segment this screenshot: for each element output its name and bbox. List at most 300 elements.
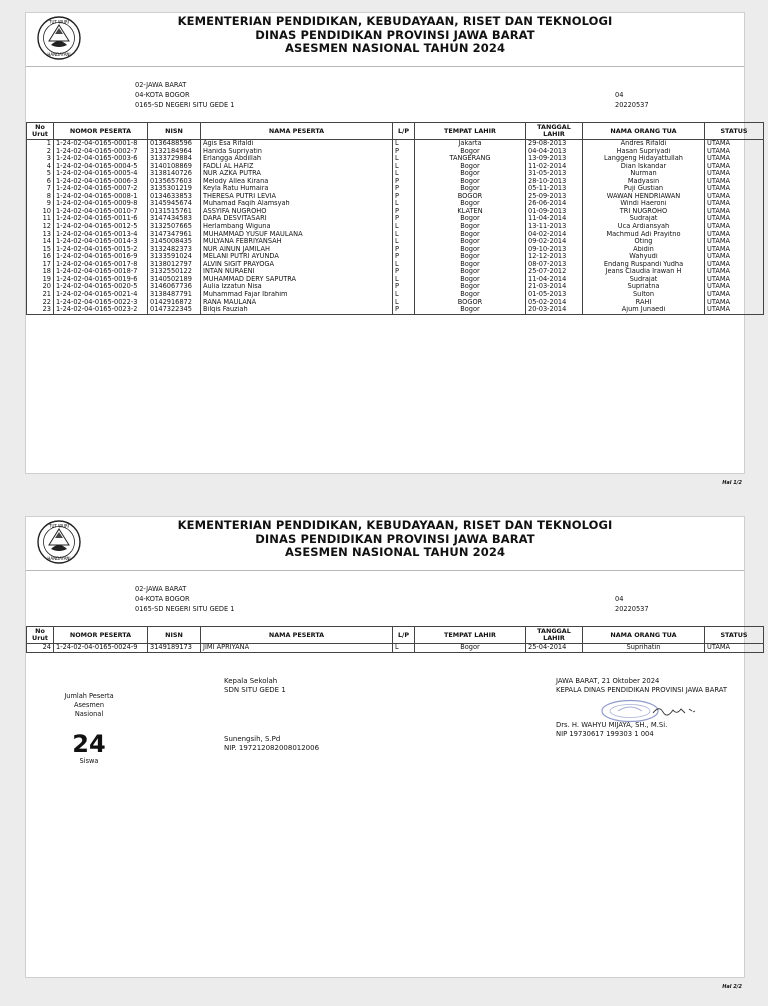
cell-tempat-lahir: KLATEN [415,208,526,216]
cell-nama-orang-tua: Hasan Supriyadi [583,148,705,156]
cell-nama-peserta: MUHAMMAD YUSUF MAULANA [201,231,393,239]
cell-nomor-peserta: 1-24-02-04-0165-0003-6 [54,155,148,163]
cell-tempat-lahir: Jakarta [415,140,526,148]
summary-unit: Siswa [79,757,99,765]
cell-status: UTAMA [705,223,764,231]
cell-nisn: 3149189173 [148,644,201,653]
cell-nama-orang-tua: Sudrajat [583,276,705,284]
cell-nomor-peserta: 1-24-02-04-0165-0005-4 [54,170,148,178]
table-row [27,231,764,239]
cell-no-urut: 10 [27,208,54,216]
cell-nama-peserta: DARA DESVITASARI [201,215,393,223]
table-row [27,246,764,254]
participant-count: 24 [72,730,106,758]
document-header [26,519,744,560]
cell-no-urut: 7 [27,185,54,193]
cell-nisn: 3132507665 [148,223,201,231]
cell-status: UTAMA [705,140,764,148]
col-nomor-peserta: NOMOR PESERTA [54,627,148,644]
cell-lp: L [393,163,415,171]
principal-name: Sunengsih, S.Pd [224,735,281,743]
cell-lp: P [393,193,415,201]
cell-tanggal-lahir: 05-02-2014 [526,298,583,306]
city-code: 04 [615,595,624,603]
province: 02-JAWA BARAT [135,585,187,593]
cell-nomor-peserta: 1-24-02-04-0165-0012-5 [54,223,148,231]
cell-lp: P [393,185,415,193]
cell-tanggal-lahir: 25-07-2012 [526,268,583,276]
cell-nisn: 3140502189 [148,276,201,284]
cell-lp: P [393,253,415,261]
cell-status: UTAMA [705,238,764,246]
table-body [27,644,764,653]
cell-tempat-lahir: Bogor [415,163,526,171]
cell-nama-peserta: RANA MAULANA [201,298,393,306]
city: 04-KOTA BOGOR [135,91,190,99]
cell-tanggal-lahir: 13-09-2013 [526,155,583,163]
cell-status: UTAMA [705,306,764,314]
col-nama-peserta: NAMA PESERTA [201,627,393,644]
cell-tempat-lahir: Bogor [415,231,526,239]
cell-status: UTAMA [705,163,764,171]
cell-lp: P [393,283,415,291]
col-nama-orang-tua: NAMA ORANG TUA [583,627,705,644]
place-date: JAWA BARAT, 21 Oktober 2024 [556,677,660,685]
cell-lp: L [393,276,415,284]
cell-tanggal-lahir: 20-03-2014 [526,306,583,314]
cell-tanggal-lahir: 25-09-2013 [526,193,583,201]
school-info [135,80,234,110]
school-info [135,584,234,614]
cell-no-urut: 5 [27,170,54,178]
cell-tempat-lahir: BOGOR [415,298,526,306]
cell-nama-orang-tua: Sulton [583,291,705,299]
cell-nisn: 0135657603 [148,178,201,186]
cell-nisn: 0136488596 [148,140,201,148]
table-row [27,276,764,284]
cell-tanggal-lahir: 31-05-2013 [526,170,583,178]
cell-nama-orang-tua: Endang Ruspandi Yudha [583,261,705,269]
cell-nisn: 3147347961 [148,231,201,239]
col-tempat-lahir: TEMPAT LAHIR [415,123,526,140]
cell-tempat-lahir: Bogor [415,200,526,208]
city: 04-KOTA BOGOR [135,595,190,603]
cell-tanggal-lahir: 11-04-2014 [526,215,583,223]
cell-status: UTAMA [705,261,764,269]
cell-nama-orang-tua: Suprihatin [583,644,705,653]
cell-nama-peserta: NUR AINUN JAMILAH [201,246,393,254]
cell-status: UTAMA [705,185,764,193]
cell-nisn: 3138140726 [148,170,201,178]
cell-tempat-lahir: Bogor [415,291,526,299]
cell-tempat-lahir: Bogor [415,178,526,186]
table-row [27,298,764,306]
cell-status: UTAMA [705,276,764,284]
cell-nama-orang-tua: Madyasin [583,178,705,186]
cell-nomor-peserta: 1-24-02-04-0165-0019-6 [54,276,148,284]
cell-lp: L [393,223,415,231]
cell-nama-orang-tua: RAHI [583,298,705,306]
principal-signature-block [224,677,320,752]
cell-no-urut: 9 [27,200,54,208]
school-name: 0165-SD NEGERI SITU GEDE 1 [135,101,235,109]
cell-nisn: 3147434583 [148,215,201,223]
cell-nisn: 3145008435 [148,238,201,246]
table-row [27,261,764,269]
cell-status: UTAMA [705,200,764,208]
cell-nama-peserta: Herlambang Wiguna [201,223,393,231]
cell-nama-orang-tua: Andres Rifaldi [583,140,705,148]
cell-nisn: 0142916872 [148,298,201,306]
cell-tempat-lahir: Bogor [415,223,526,231]
cell-nama-peserta: JIMI APRIYANA [201,644,393,653]
cell-nomor-peserta: 1-24-02-04-0165-0009-8 [54,200,148,208]
col-tanggal-lahir: TANGGAL LAHIR [526,123,583,140]
cell-status: UTAMA [705,231,764,239]
cell-lp: P [393,148,415,156]
cell-no-urut: 16 [27,253,54,261]
school-codes [615,90,649,110]
cell-nomor-peserta: 1-24-02-04-0165-0021-4 [54,291,148,299]
cell-nama-peserta: MULYANA FEBRIYANSAH [201,238,393,246]
cell-nama-orang-tua: Abidin [583,246,705,254]
table-row [27,185,764,193]
cell-nisn: 3138487791 [148,291,201,299]
cell-nama-peserta: MUHAMMAD DERY SAPUTRA [201,276,393,284]
table-row [27,193,764,201]
cell-nama-peserta: ALVIN SIGIT PRAYOGA [201,261,393,269]
cell-tempat-lahir: Bogor [415,276,526,284]
cell-tempat-lahir: Bogor [415,306,526,314]
cell-status: UTAMA [705,148,764,156]
cell-tanggal-lahir: 04-04-2013 [526,148,583,156]
agency-title: DINAS PENDIDIKAN PROVINSI JAWA BARAT [255,27,535,42]
cell-tanggal-lahir: 08-07-2013 [526,261,583,269]
cell-nama-peserta: MELANI PUTRI AYUNDA [201,253,393,261]
official-signature-block [556,677,746,738]
svg-text:TUT WURI: TUT WURI [49,523,69,529]
cell-nama-orang-tua: Sudrajat [583,215,705,223]
participant-table [26,122,764,315]
col-tempat-lahir: TEMPAT LAHIR [415,627,526,644]
cell-nisn: 3138012797 [148,261,201,269]
official-nip: NIP 19730617 199303 1 004 [556,730,654,738]
cell-lp: L [393,200,415,208]
cell-tempat-lahir: BOGOR [415,193,526,201]
cell-no-urut: 18 [27,268,54,276]
document-header [26,15,744,56]
table-row [27,238,764,246]
cell-status: UTAMA [705,644,764,653]
col-nisn: NISN [148,123,201,140]
table-row [27,148,764,156]
cell-nomor-peserta: 1-24-02-04-0165-0024-9 [54,644,148,653]
cell-nama-orang-tua: Dian Iskandar [583,163,705,171]
col-nama-peserta: NAMA PESERTA [201,123,393,140]
table-row [27,163,764,171]
province: 02-JAWA BARAT [135,81,187,89]
page-2 [25,516,748,990]
agency-title: DINAS PENDIDIKAN PROVINSI JAWA BARAT [255,531,535,546]
cell-tanggal-lahir: 21-03-2014 [526,283,583,291]
table-row [27,178,764,186]
npsn: 20220537 [615,101,649,109]
header-divider [26,66,744,67]
col-nomor-peserta: NOMOR PESERTA [54,123,148,140]
cell-nama-orang-tua: Wahyudi [583,253,705,261]
cell-no-urut: 19 [27,276,54,284]
cell-nama-peserta: Keyla Ratu Humaira [201,185,393,193]
cell-nama-peserta: Agis Esa Rifaldi [201,140,393,148]
cell-status: UTAMA [705,155,764,163]
cell-tempat-lahir: Bogor [415,215,526,223]
cell-nama-orang-tua: Puji Gustian [583,185,705,193]
cell-nisn: 3145945674 [148,200,201,208]
cell-nama-orang-tua: Oting [583,238,705,246]
cell-no-urut: 6 [27,178,54,186]
cell-status: UTAMA [705,170,764,178]
cell-nisn: 3132550122 [148,268,201,276]
cell-no-urut: 3 [27,155,54,163]
cell-no-urut: 24 [27,644,54,653]
cell-status: UTAMA [705,298,764,306]
cell-nama-peserta: Muhammad Fajar Ibrahim [201,291,393,299]
table-row [27,208,764,216]
cell-tanggal-lahir: 25-04-2014 [526,644,583,653]
table-header [27,627,764,644]
table-header [27,123,764,140]
cell-tempat-lahir: Bogor [415,148,526,156]
exam-title: ASESMEN NASIONAL TAHUN 2024 [284,41,506,55]
cell-no-urut: 21 [27,291,54,299]
cell-nama-peserta: NUR AZKA PUTRA [201,170,393,178]
cell-status: UTAMA [705,178,764,186]
col-no-urut: No Urut [27,627,54,644]
col-lp: L/P [393,123,415,140]
cell-tanggal-lahir: 13-11-2013 [526,223,583,231]
cell-no-urut: 13 [27,231,54,239]
table-row [27,200,764,208]
cell-nama-peserta: INTAN NURAENI [201,268,393,276]
npsn: 20220537 [615,605,649,613]
cell-lp: L [393,261,415,269]
cell-tanggal-lahir: 09-02-2014 [526,238,583,246]
cell-nomor-peserta: 1-24-02-04-0165-0015-2 [54,246,148,254]
cell-nama-orang-tua: WAWAN HENDRIAWAN [583,193,705,201]
table-row [27,291,764,299]
col-no-urut: No Urut [27,123,54,140]
cell-nama-peserta: Melody Allea Kirana [201,178,393,186]
cell-nomor-peserta: 1-24-02-04-0165-0014-3 [54,238,148,246]
cell-status: UTAMA [705,291,764,299]
table-row [27,155,764,163]
cell-tanggal-lahir: 12-12-2013 [526,253,583,261]
table-row [27,223,764,231]
participant-table [26,626,764,653]
cell-no-urut: 12 [27,223,54,231]
cell-tanggal-lahir: 11-02-2014 [526,163,583,171]
cell-tempat-lahir: Bogor [415,185,526,193]
cell-nomor-peserta: 1-24-02-04-0165-0011-6 [54,215,148,223]
cell-lp: P [393,215,415,223]
cell-tanggal-lahir: 09-10-2013 [526,246,583,254]
cell-no-urut: 8 [27,193,54,201]
table-body [27,140,764,315]
cell-lp: P [393,178,415,186]
cell-nama-orang-tua: Jeans Claudia Irawan H [583,268,705,276]
cell-nisn: 3133591024 [148,253,201,261]
cell-nama-peserta: ASSYIFA NUGROHO [201,208,393,216]
table-row [27,170,764,178]
cell-nama-orang-tua: Nurman [583,170,705,178]
table-row [27,268,764,276]
cell-nisn: 0134633853 [148,193,201,201]
cell-nama-peserta: Bilqis Fauziah [201,306,393,314]
table-row [27,140,764,148]
cell-lp: L [393,140,415,148]
cell-no-urut: 15 [27,246,54,254]
cell-lp: P [393,208,415,216]
cell-tempat-lahir: Bogor [415,644,526,653]
cell-tanggal-lahir: 04-02-2014 [526,231,583,239]
cell-nisn: 3135301219 [148,185,201,193]
cell-status: UTAMA [705,208,764,216]
cell-nomor-peserta: 1-24-02-04-0165-0007-2 [54,185,148,193]
summary-label-2: Asesmen Nasional [73,701,105,718]
cell-tanggal-lahir: 29-08-2013 [526,140,583,148]
cell-lp: L [393,155,415,163]
cell-nomor-peserta: 1-24-02-04-0165-0018-7 [54,268,148,276]
cell-nomor-peserta: 1-24-02-04-0165-0023-2 [54,306,148,314]
cell-nomor-peserta: 1-24-02-04-0165-0006-3 [54,178,148,186]
cell-tanggal-lahir: 28-10-2013 [526,178,583,186]
cell-status: UTAMA [705,283,764,291]
cell-nama-peserta: THERESA PUTRI LEVIA [201,193,393,201]
cell-nama-orang-tua: Supriatna [583,283,705,291]
cell-tanggal-lahir: 01-09-2013 [526,208,583,216]
ministry-title: KEMENTERIAN PENDIDIKAN, KEBUDAYAAN, RISET DAN TEKNOLOGI [177,518,613,532]
cell-nisn: 3146067736 [148,283,201,291]
cell-nama-orang-tua: Ajum Junaedi [583,306,705,314]
cell-tempat-lahir: Bogor [415,261,526,269]
cell-status: UTAMA [705,268,764,276]
table-row [27,215,764,223]
cell-tanggal-lahir: 05-11-2013 [526,185,583,193]
cell-nama-peserta: Erlangga Abdillah [201,155,393,163]
cell-nisn: 3132184964 [148,148,201,156]
official-title: KEPALA DINAS PENDIDIKAN PROVINSI JAWA BARAT [556,686,728,694]
cell-no-urut: 22 [27,298,54,306]
cell-no-urut: 4 [27,163,54,171]
cell-nisn: 3140108869 [148,163,201,171]
svg-text:TUT WURI: TUT WURI [49,19,69,25]
cell-nisn: 0147322345 [148,306,201,314]
cell-nama-peserta: FADLI AL HAFIZ [201,163,393,171]
cell-status: UTAMA [705,215,764,223]
table-row [27,644,764,653]
cell-tempat-lahir: Bogor [415,283,526,291]
col-nama-orang-tua: NAMA ORANG TUA [583,123,705,140]
cell-lp: L [393,644,415,653]
cell-no-urut: 20 [27,283,54,291]
official-name: Drs. H. WAHYU MIJAYA, SH., M.Si. [556,721,668,729]
header-divider [26,570,744,571]
cell-no-urut: 11 [27,215,54,223]
cell-lp: P [393,268,415,276]
cell-tempat-lahir: Bogor [415,246,526,254]
cell-lp: P [393,306,415,314]
cell-nomor-peserta: 1-24-02-04-0165-0017-8 [54,261,148,269]
cell-tanggal-lahir: 11-04-2014 [526,276,583,284]
principal-school: SDN SITU GEDE 1 [224,686,286,694]
table-row [27,306,764,314]
cell-status: UTAMA [705,246,764,254]
cell-no-urut: 2 [27,148,54,156]
cell-nama-orang-tua: Uca Ardiansyah [583,223,705,231]
signature-icon [651,703,696,717]
exam-title: ASESMEN NASIONAL TAHUN 2024 [284,545,506,559]
cell-nisn: 3132482373 [148,246,201,254]
col-status: STATUS [705,627,764,644]
principal-title: Kepala Sekolah [224,677,278,685]
cell-tempat-lahir: Bogor [415,170,526,178]
ministry-title: KEMENTERIAN PENDIDIKAN, KEBUDAYAAN, RISET DAN TEKNOLOGI [177,14,613,28]
col-tanggal-lahir: TANGGAL LAHIR [526,627,583,644]
cell-nisn: 3133729884 [148,155,201,163]
cell-nama-orang-tua: Windi Haeroni [583,200,705,208]
cell-no-urut: 23 [27,306,54,314]
cell-nomor-peserta: 1-24-02-04-0165-0002-7 [54,148,148,156]
cell-nama-orang-tua: Machmud Adi Prayitno [583,231,705,239]
page-number: Hal 1/2 [722,480,742,486]
cell-tanggal-lahir: 01-05-2013 [526,291,583,299]
participant-summary [59,692,119,766]
col-lp: L/P [393,627,415,644]
cell-nomor-peserta: 1-24-02-04-0165-0004-5 [54,163,148,171]
cell-tanggal-lahir: 26-06-2014 [526,200,583,208]
cell-tempat-lahir: Bogor [415,268,526,276]
cell-no-urut: 1 [27,140,54,148]
school-codes [615,594,649,614]
cell-nomor-peserta: 1-24-02-04-0165-0010-7 [54,208,148,216]
cell-nisn: 0131515761 [148,208,201,216]
svg-text:HANDAYANI: HANDAYANI [47,52,71,57]
cell-nama-orang-tua: Langgeng Hidayattullah [583,155,705,163]
cell-nomor-peserta: 1-24-02-04-0165-0016-9 [54,253,148,261]
cell-nomor-peserta: 1-24-02-04-0165-0022-3 [54,298,148,306]
cell-lp: L [393,238,415,246]
page-number: Hal 2/2 [722,984,742,990]
cell-tempat-lahir: Bogor [415,238,526,246]
cell-tempat-lahir: Bogor [415,253,526,261]
cell-nomor-peserta: 1-24-02-04-0165-0020-5 [54,283,148,291]
cell-nomor-peserta: 1-24-02-04-0165-0013-4 [54,231,148,239]
cell-lp: L [393,291,415,299]
cell-status: UTAMA [705,193,764,201]
table-row [27,253,764,261]
cell-tempat-lahir: TANGERANG [415,155,526,163]
school-name: 0165-SD NEGERI SITU GEDE 1 [135,605,235,613]
summary-label-1: Jumlah Peserta [64,692,114,700]
svg-text:HANDAYANI: HANDAYANI [47,556,71,561]
cell-nomor-peserta: 1-24-02-04-0165-0001-8 [54,140,148,148]
cell-nomor-peserta: 1-24-02-04-0165-0008-1 [54,193,148,201]
cell-status: UTAMA [705,253,764,261]
cell-no-urut: 14 [27,238,54,246]
cell-nama-peserta: Aulia Izzatun Nisa [201,283,393,291]
cell-lp: L [393,231,415,239]
cell-lp: P [393,246,415,254]
